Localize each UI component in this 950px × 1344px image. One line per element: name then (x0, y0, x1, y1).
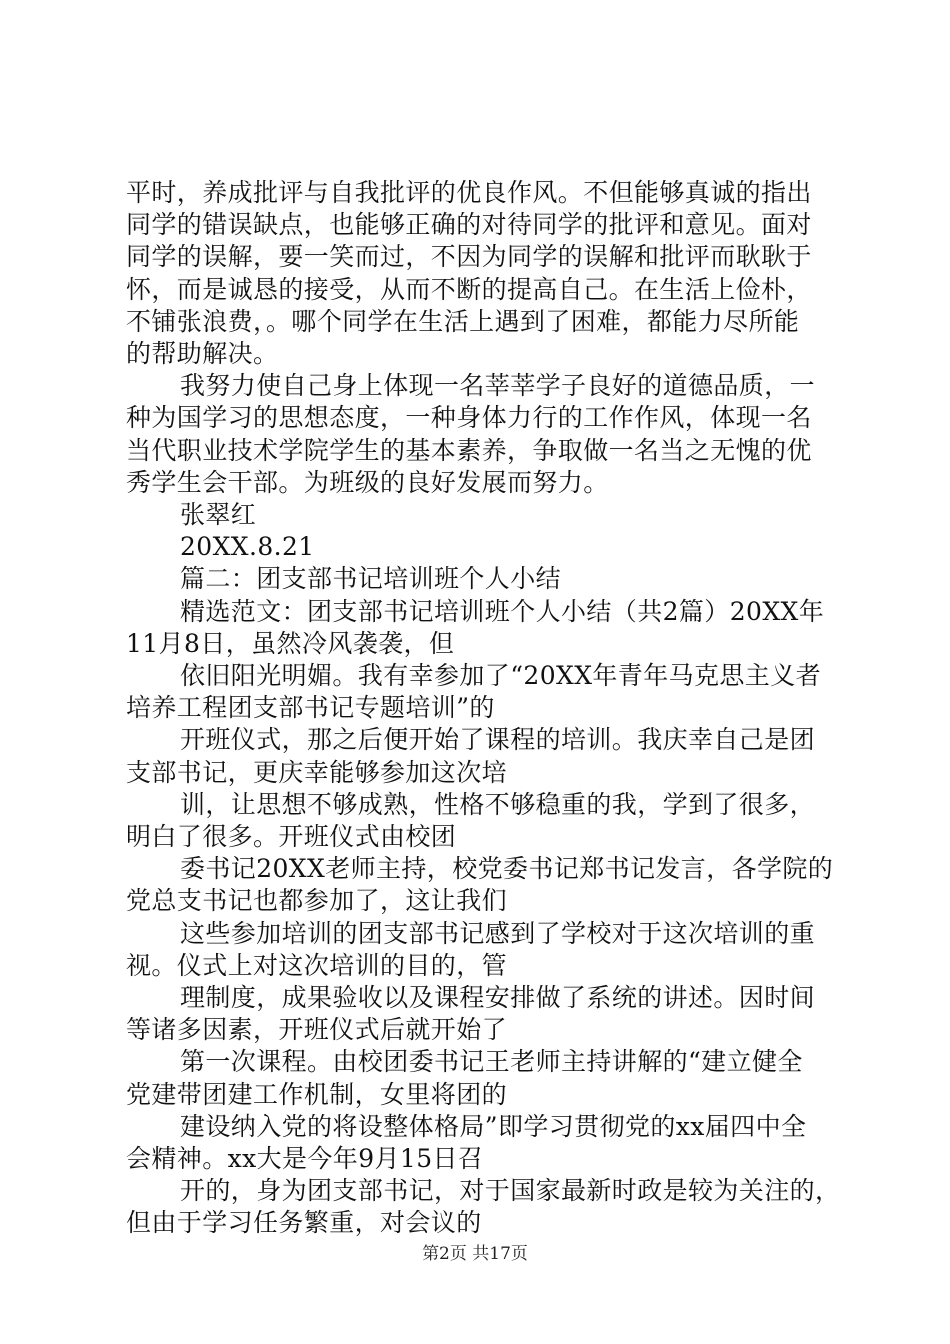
text-line: 同学的错误缺点，也能够正确的对待同学的批评和意见。面对 (126, 210, 812, 240)
text-line: 培养工程团支部书记专题培训”的 (126, 693, 495, 723)
text-line: 支部书记，更庆幸能够参加这次培 (126, 757, 508, 787)
text-line: 训，让思想不够成熟，性格不够稳重的我，学到了很多， (180, 789, 816, 819)
text-line: 会精神。xx大是今年9月15日召 (126, 1144, 484, 1173)
text-line: 建设纳入党的将设整体格局”即学习贯彻党的xx届四中全 (180, 1111, 807, 1141)
text-line: 明白了很多。开班仪式由校团 (126, 822, 457, 851)
text-line: 第一次课程。由校团委书记王老师主持讲解的“建立健全 (180, 1047, 803, 1077)
text-line: 开的，身为团支部书记，对于国家最新时政是较为关注的， (180, 1176, 841, 1206)
text-line: 党总支书记也都参加了，这让我们 (126, 886, 508, 916)
section-heading: 篇二：团支部书记培训班个人小结 (180, 564, 562, 594)
text-line: 等诸多因素，开班仪式后就开始了 (126, 1015, 508, 1045)
text-line: 11月8日，虽然冷风袭袭，但 (126, 628, 455, 658)
text-line: 这些参加培训的团支部书记感到了学校对于这次培训的重 (180, 918, 816, 948)
author-name: 张翠红 (180, 500, 257, 529)
text-line: 当代职业技术学院学生的基本素养，争取做一名当之无愧的优 (126, 435, 812, 465)
text-line: 秀学生会干部。为班级的良好发展而努力。 (126, 467, 609, 497)
text-line: 的帮助解决。 (126, 339, 279, 368)
text-line: 委书记20XX老师主持，校党委书记郑书记发言，各学院的 (180, 854, 834, 884)
text-line: 开班仪式，那之后便开始了课程的培训。我庆幸自己是团 (180, 725, 816, 755)
text-line: 不铺张浪费，。哪个同学在生活上遇到了困难，都能力尽所能 (126, 306, 800, 336)
page-footer: 第2页 共17页 (422, 1244, 528, 1264)
text-line: 同学的误解，要一笑而过，不因为同学的误解和批评而耿耿于 (126, 242, 812, 272)
text-line: 精选范文：团支部书记培训班个人小结（共2篇）20XX年 (180, 596, 825, 626)
text-line: 种为国学习的思想态度，一种身体力行的工作作风，体现一名 (126, 403, 812, 433)
text-line: 我努力使自己身上体现一名莘莘学子良好的道德品质，一 (180, 371, 816, 401)
text-line: 依旧阳光明媚。我有幸参加了“20XX年青年马克思主义者 (180, 661, 821, 690)
text-line: 视。仪式上对这次培训的目的，管 (126, 950, 508, 980)
text-line: 怀，而是诚恳的接受，从而不断的提高自己。在生活上俭朴， (126, 274, 812, 304)
date-line: 20XX.8.21 (180, 532, 315, 562)
text-line: 平时，养成批评与自我批评的优良作风。不但能够真诚的指出 (126, 178, 812, 207)
text-line: 但由于学习任务繁重，对会议的 (126, 1208, 482, 1238)
text-line: 理制度，成果验收以及课程安排做了系统的讲述。因时间 (180, 983, 816, 1012)
text-line: 党建带团建工作机制，女里将团的 (126, 1079, 508, 1109)
